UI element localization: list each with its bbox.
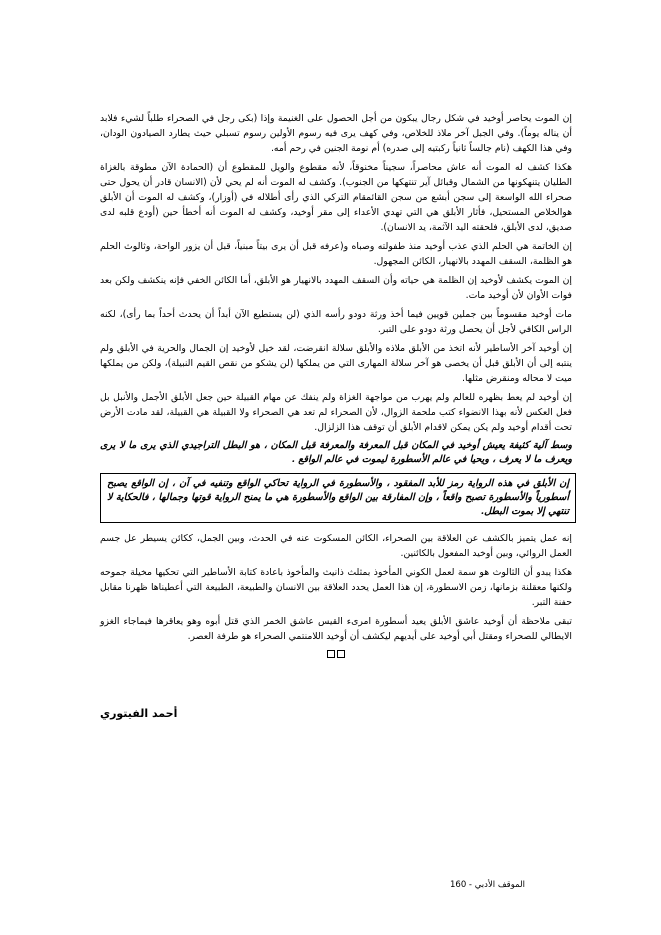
paragraph: إن أوخيد آخر الأساطير لأنه اتخذ من الأبلق ملاذه والأبلق سلالة انقرضت، لقد خيل لأوخيد إن الجمال والحرية في الأبلق ولم ينتبه إلى أن الأبلق قبل أن يخصى هو آخر سلالة المهارى التي من يملكها (لن يشكو من نقص القيم النبيلة)، ولكن من يملكها ميت لا محاله ومنقرض مثلها.	[100, 343, 572, 384]
square-icon	[327, 650, 335, 658]
paragraph: تبقى ملاحظة أن أوخيد عاشق الأبلق يعيد أسطورة امرىء القيس عاشق الخمر الذي قتل أبوه وهو يعاقرها فيماجاء الغزو الايطالي للصحراء ومقتل أبي أوخيد على أيديهم ليكشف أن أوخيد اللامنتمي الصحراء هو طرفة العصر.	[100, 616, 572, 642]
paragraph: إن أوخيد لم يعط بظهره للعالم ولم يهرب من مواجهة الغزاة ولم ينفك عن مهام القبيلة حين جعل الأبلق الأجمل والأنبل بل فعل العكس لأنه بهذا الانضواء كتب ملحمة الزوال، لأن الصحراء لم تعد هي الصحراء ولا القبيلة هي القبيلة، لقد مادت الأرض تحت أقدام أوخيد ولم يكن يمكن لاقدام الأبلق أن توقف هذا الزلزال.	[100, 392, 572, 433]
paragraph: هكذا يبدو أن الثالوث هو سمة لعمل الكوني المأخوذ بمثلث ذانيث والمأخوذ باعادة كتابة الأساطير التي تحكيها مخيلة جموحه ولكنها معقلنة بزمانها، زمن الاسطورة، إن هذا العمل يحدد العلاقة بين الانسان والطبيعة، الطبيعة التي أعطيناها ظهرنا مقابل حفنة التبر.	[100, 567, 572, 608]
paragraph: إن الموت يحاصر أوخيد في شكل رجال يبكون من أجل الحصول على الغنيمة وإذا (بكى رجل في الصحراء طلباً لشيء فلابد أن يناله يوماً). وفي الجبل آخر ملاذ للخلاص، وفي كهف يرى فيه رسوم الأولين رسوم تسبلي حيث يطارد الصيادون الودان، وفي هذا الكهف (نام جالساً ثانياً ركبتيه إلى صدره) أم نومة الجنين في رحم أمه.	[100, 113, 572, 154]
square-icon	[337, 650, 345, 658]
author-signature: أحمد الفيتوري	[100, 707, 178, 720]
paragraph: إنه عمل يتميز بالكشف عن العلاقة بين الصحراء، الكائن المسكوت عنه في الحدث، وبين الجمل، ككائن يسيطر عل جسم العمل الروائي، وبين أوخيد المفعول بالكائنين.	[100, 533, 572, 559]
paragraph: إن الخاتمة هي الحلم الذي عذب أوخيد منذ طفولته وصباه و(عرفه قبل أن يرى بيتاً مبنياً، قبل أن يزور الواحة، وثالوث الحلم هو الظلمة، السقف المهدد بالانهيار، الكائن المجهول.	[100, 241, 572, 267]
paragraph: إن الموت يكشف لأوخيد إن الظلمة هي حياته وأن السقف المهدد بالانهيار هو الأبلق، أما الكائن الخفي فإنه ينكشف ولكن بعد فوات الأوان لأن أوخيد مات.	[100, 275, 572, 301]
end-of-article-mark	[100, 648, 572, 663]
paragraph: مات أوخيد مقسوماً بين جملين قويين فيما أخذ ورثة دودو رأسه الذي (لن يستطيع الآن أبداً أن يحدث أحداً بما رأى)، لكنه الراس الكافي لأجل أن يحصل ورثة دودو على التبر.	[100, 309, 572, 335]
pull-quote: وسط آلية كثيفة يعيش أوخيد في المكان قبل المعرفة والمعرفة قبل المكان ، هو البطل التراجيدي الذي يرى ما لا يرى ويعرف ما لا يعرف ، ويحيا في عالم الأسطورة ليموت في عالم الواقع .	[100, 440, 572, 465]
boxed-quote: إن الأبلق في هذه الرواية رمز للأبد المفقود ، والأسطورة في الرواية تحاكي الواقع وتنفيه في آن ، إن الواقع يصبح أسطورياً والأسطورة تصبح واقعاً ، وإن المفارقة بين الواقع والأسطورة هي ما يمنح الرواية قوتها وجمالها ، فالحكاية لا تنتهي إلا بموت البطل.	[100, 473, 576, 523]
article-body	[100, 111, 572, 663]
paragraph: هكذا كشف له الموت أنه عاش محاصراً، سجيناً مخنوقاً، لأنه مقطوع والويل للمقطوع أن (الحمادة الآن مطوقة بالغزاة الطليان يتنهكونها من الشمال وقبائل آير تنتهكها من الجنوب). وكشف له الموت أنه لم يحي لأن (الانسان قادر أن يحول حتى صحراء الله الواسعة إلى سجن أبشع من سجن القائمقام التركي الذي رأى أطلاله في (أوزار)، وكشف له الموت أن الأبلق هوالخلاص المستحيل، فأثار الأبلق هي التي تهدي الأعداء إلى مقر أوخيد، وكشف له الموت أنه أخطأ حين (أودع قلبه لدى صديق، لدى الأبلق، فلحقته اليد الآثمة، يد الانسان).	[100, 162, 572, 233]
page-footer: الموقف الأدبي - 160	[450, 880, 525, 890]
